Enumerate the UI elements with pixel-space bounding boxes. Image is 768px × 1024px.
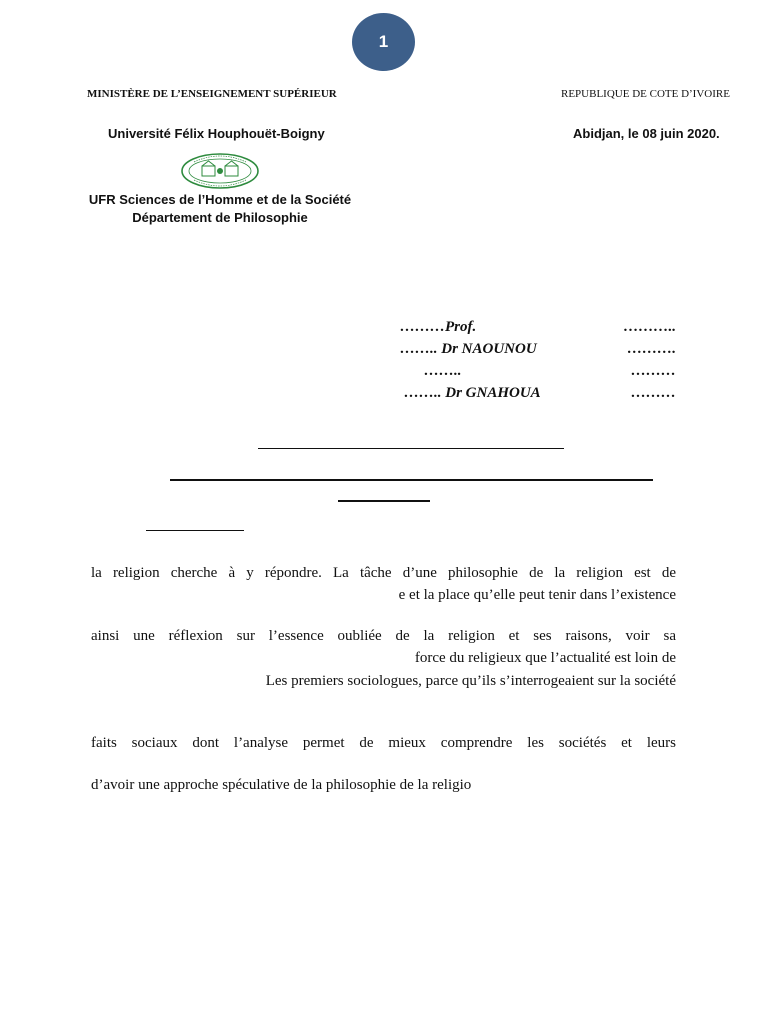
body-line: la religion cherche à y répondre. La tâche d’une philosophie de la religion est de	[91, 565, 676, 581]
jury-member-label: …….. Dr GNAHOUA	[404, 385, 541, 401]
body-line: d’avoir une approche spéculative de la philosophie de la religio	[91, 777, 472, 793]
title-rule	[338, 500, 430, 502]
title-rule	[258, 448, 564, 449]
body-line: Les premiers sociologues, parce qu’ils s’interrogeaient sur la société	[265, 673, 676, 689]
body-line: ainsi une réflexion sur l’essence oubliée de la religion et ses raisons, voir sa	[91, 628, 676, 644]
jury-member-dots: ………..	[623, 319, 676, 335]
body-line: faits sociaux dont l’analyse permet de mieux comprendre les sociétés et leurs	[91, 735, 676, 751]
page-number-badge: 1	[352, 13, 415, 71]
jury-row	[400, 360, 676, 382]
jury-member-label: …….. Dr NAOUNOU	[400, 341, 537, 357]
ministry-header: MINISTÈRE DE L’ENSEIGNEMENT SUPÉRIEUR	[87, 88, 337, 100]
ufr-name: UFR Sciences de l’Homme et de la Société	[88, 192, 352, 207]
jury-list	[400, 316, 676, 404]
jury-member-dots: ………	[631, 385, 676, 401]
university-name: Université Félix Houphouët-Boigny	[108, 126, 325, 141]
jury-row	[400, 316, 676, 338]
jury-member-label: ……..	[424, 363, 462, 379]
title-rule	[170, 479, 653, 481]
body-line: force du religieux que l’actualité est loin de	[414, 650, 676, 666]
faculty-block	[86, 191, 354, 227]
section-rule	[146, 530, 244, 531]
jury-row	[400, 382, 676, 404]
republic-header: REPUBLIQUE DE COTE D’IVOIRE	[561, 88, 730, 100]
university-seal-icon	[180, 152, 260, 190]
body-line: e et la place qu’elle peut tenir dans l’existence	[398, 587, 676, 603]
department-name: Département de Philosophie	[132, 210, 308, 225]
jury-member-dots: ……….	[627, 341, 676, 357]
jury-member-label: ………Prof.	[400, 319, 477, 335]
jury-member-dots: ………	[631, 363, 676, 379]
date-line: Abidjan, le 08 juin 2020.	[573, 126, 720, 141]
jury-row	[400, 338, 676, 360]
